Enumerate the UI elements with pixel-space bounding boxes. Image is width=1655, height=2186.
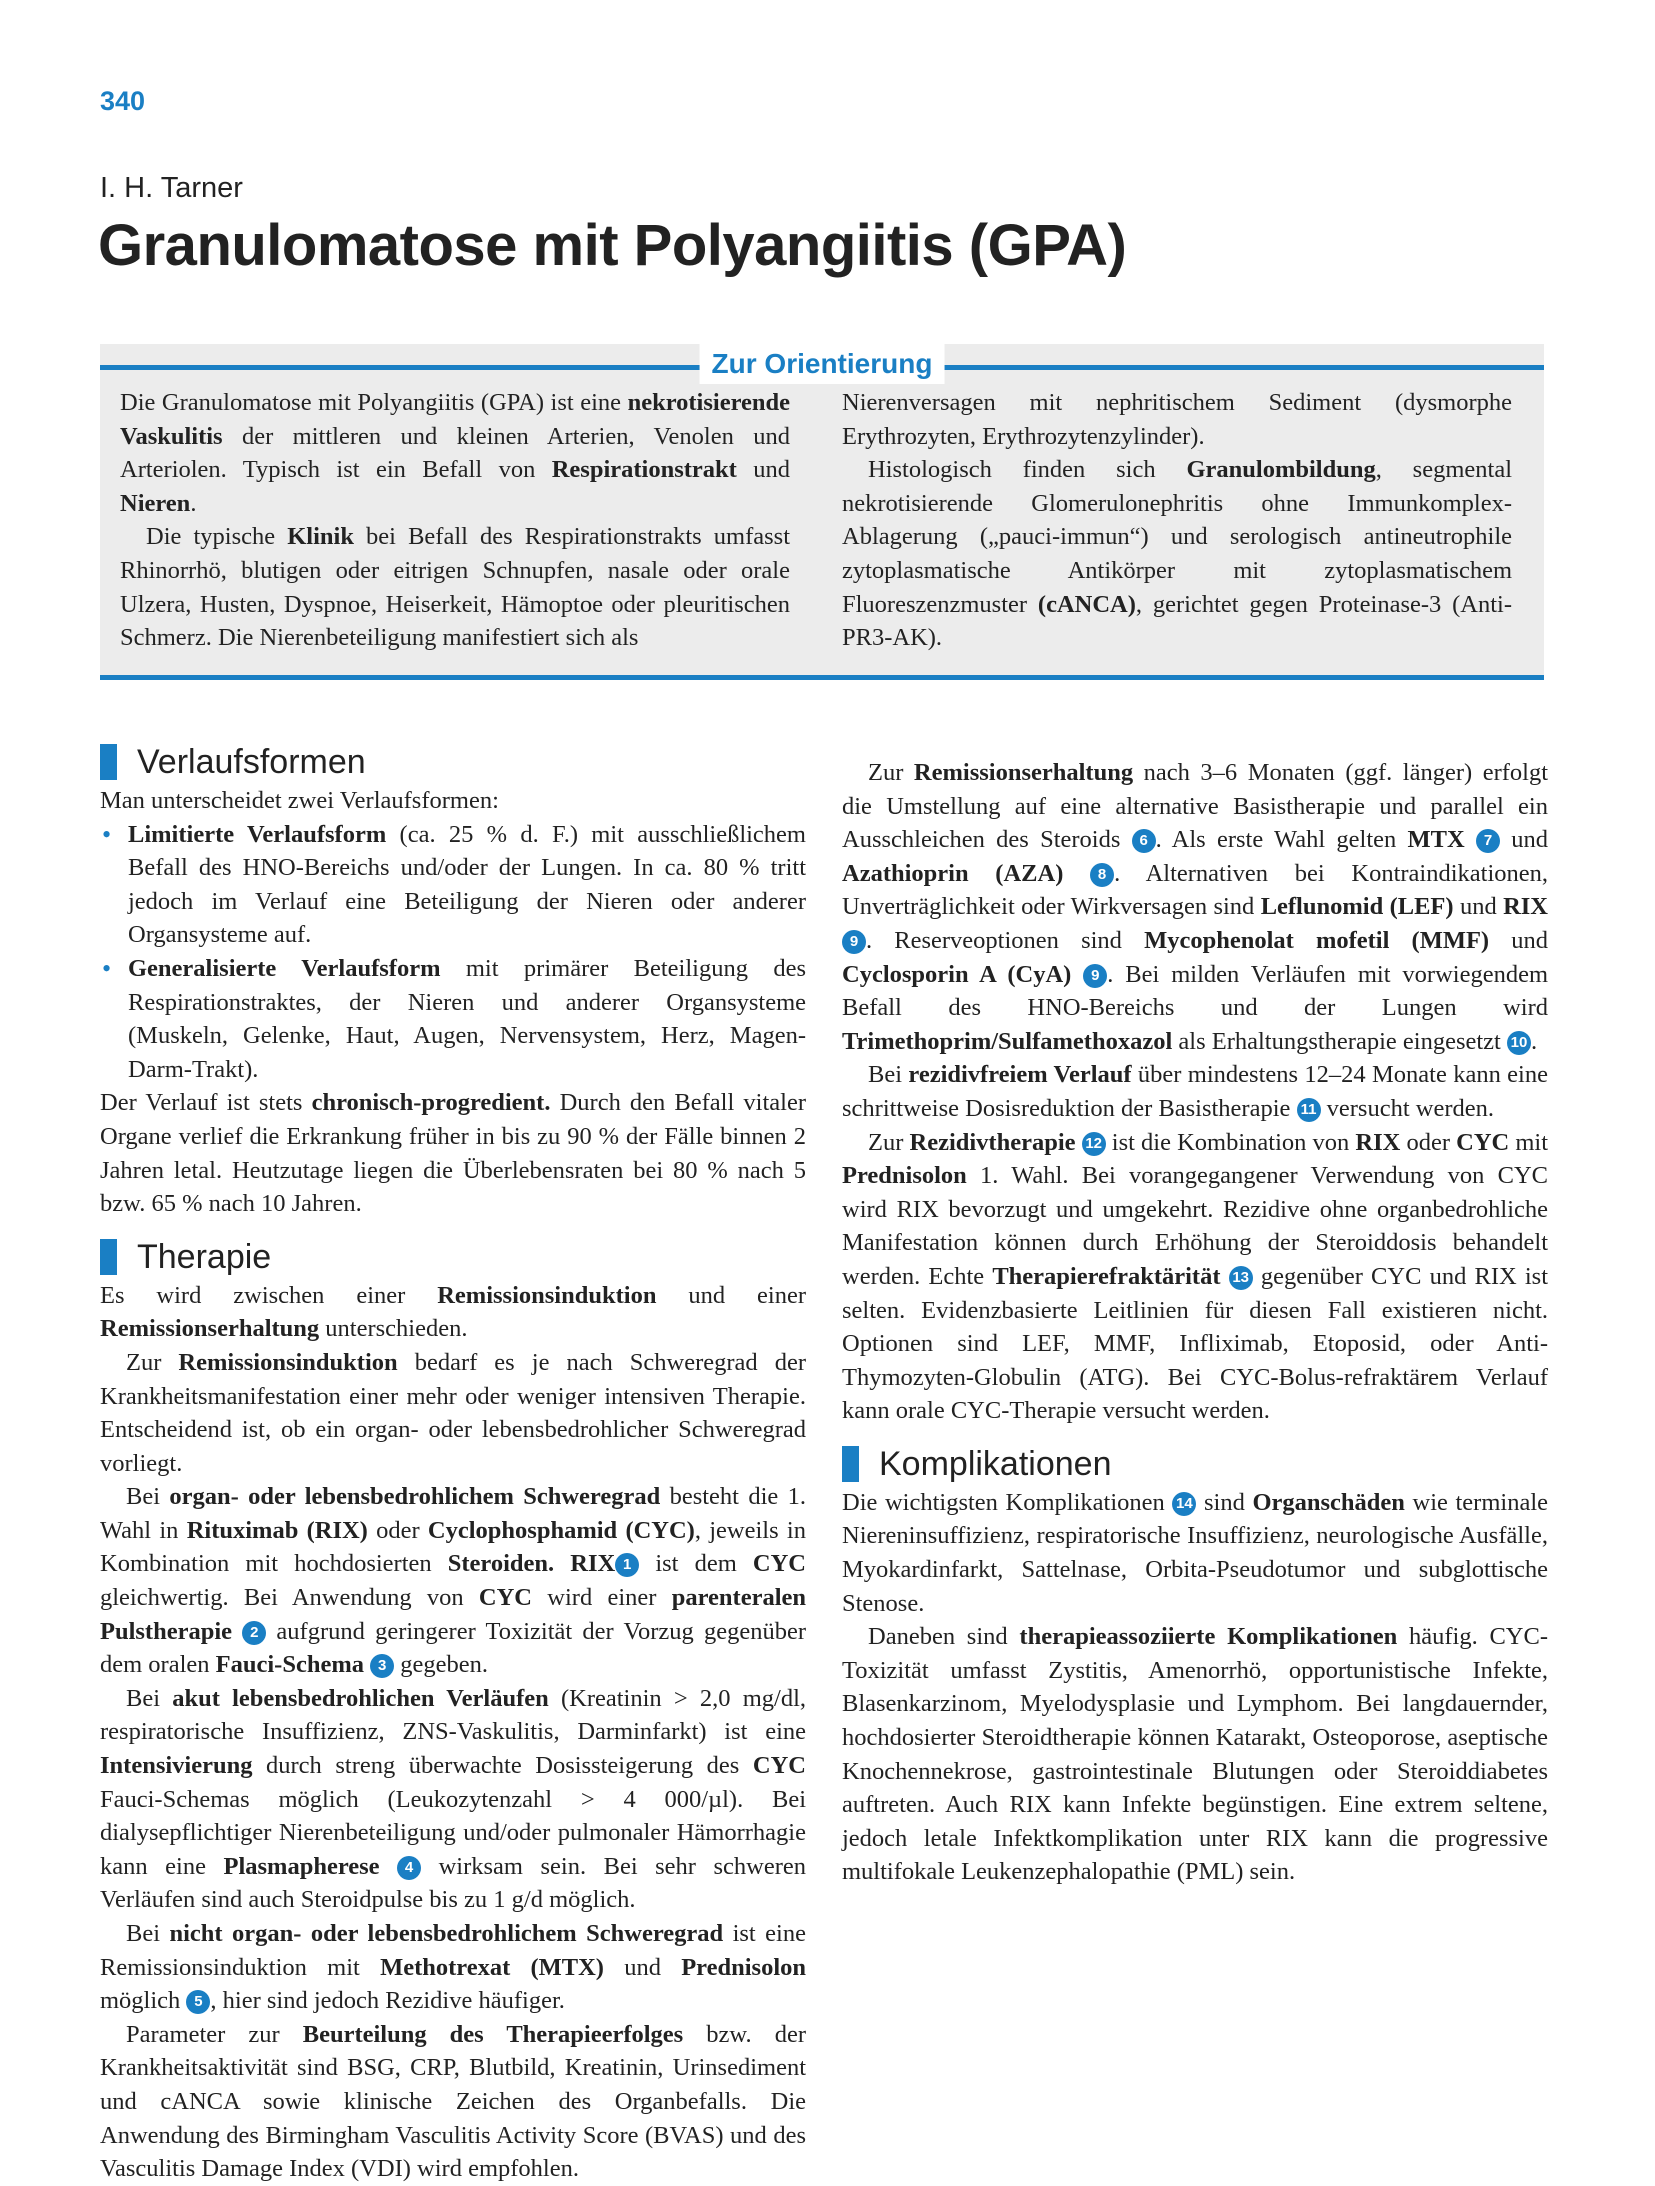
orientation-left-column xyxy=(120,386,790,655)
orientation-paragraph: Die Granulomatose mit Polyangiitis (GPA) ist eine nekrotisierende Vaskulitis der mittleren und kleinen Arterien, Venolen und Arteriolen. Typisch ist ein Befall von Respirationstrakt und Nieren. xyxy=(120,389,791,517)
section-heading-therapie: Therapie xyxy=(100,1235,806,1279)
reference-marker: 11 xyxy=(1297,1098,1321,1122)
orientation-right-column xyxy=(842,386,1512,655)
paragraph: Der Verlauf ist stets chronisch-progredient. Durch den Befall vitaler Organe verlief die Erkrankung früher in bis zu 90 % der Fälle binnen 2 Jahren letal. Heutzutage liegen die Überlebensraten bei 80 % nach 5 bzw. 65 % nach 10 Jahren. xyxy=(100,1089,806,1218)
reference-marker: 9 xyxy=(1083,964,1107,988)
paragraph: Zur Remissionsinduktion bedarf es je nach Schweregrad der Krankheitsmanifestation einer mehr oder weniger intensiven Therapie. Entscheidend ist, ob ein organ- oder lebensbedrohlicher Schweregrad vorliegt. xyxy=(100,1348,806,1477)
paragraph: Parameter zur Beurteilung des Therapieerfolges bzw. der Krankheitsaktivität sind BSG, CRP, Blutbild, Kreatinin, Urinsediment und cANCA sowie klinische Zeichen des Organbefalls. Die Anwendung des Birmingham Vasculitis Activity Score (BVAS) und des Vasculitis Damage Index (VDI) wird empfohlen. xyxy=(100,2020,807,2183)
paragraph: Zur Rezidivtherapie 12 ist die Kombination von RIX oder CYC mit Prednisolon 1. Wahl. Bei vorangegangener Verwendung von CYC wird RIX bevorzugt und umgekehrt. Rezidive ohne organbedrohliche Manifestation können durch Erhöhung der Steroiddosis behandelt werden. Echte Therapierefraktärität 13 gegenüber CYC und RIX ist selten. Evidenzbasierte Leitlinien für diesen Fall existieren nicht. Optionen sind LEF, MMF, Infliximab, Etoposid, oder Anti-Thymozyten-Globulin (ATG). Bei CYC-Bolus-refraktärem Verlauf kann orale CYC-Therapie versucht werden. xyxy=(842,1128,1549,1425)
reference-marker: 14 xyxy=(1172,1492,1196,1516)
paragraph: Bei rezidivfreiem Verlauf über mindestens 12–24 Monate kann eine schrittweise Dosisreduktion der Basistherapie 11 versucht werden. xyxy=(842,1061,1548,1122)
paragraph: Man unterscheidet zwei Verlaufsformen: xyxy=(100,787,499,814)
paragraph: Daneben sind therapieassoziierte Komplikationen häufig. CYC-Toxizität umfasst Zystitis, Amenorrhö, opportunistische Infekte, Blasenkarzinom, Myelodysplasie und Lymphom. Bei langdauernder, hochdosierter Steroidtherapie können Katarakt, Osteoporose, aseptische Knochennekrose, gastrointestinale Blutungen oder Steroiddiabetes auftreten. Auch RIX kann Infekte begünstigen. Eine extrem seltene, jedoch letale Infektkomplikation unter RIX kann die progressive multifokale Leukenzephalopathie (PML) sein. xyxy=(842,1623,1549,1886)
section-heading-komplikationen: Komplikationen xyxy=(842,1442,1548,1486)
reference-marker: 3 xyxy=(370,1654,394,1678)
orientation-box xyxy=(100,344,1544,680)
paragraph: Bei nicht organ- oder lebensbedrohlichem Schweregrad ist eine Remissionsinduktion mit Methotrexat (MTX) und Prednisolon möglich 5 , hier sind jedoch Rezidive häufiger. xyxy=(100,1920,807,2015)
orientation-label: Zur Orientierung xyxy=(700,344,945,384)
reference-marker: 10 xyxy=(1507,1031,1531,1055)
page-title: Granulomatose mit Polyangiitis (GPA) xyxy=(98,213,1127,278)
orientation-paragraph: Nierenversagen mit nephritischem Sediment (dysmorphe Erythrozyten, Erythrozytenzylinder). xyxy=(842,389,1512,450)
reference-marker: 9 xyxy=(842,930,866,954)
reference-marker: 1 xyxy=(615,1553,639,1577)
orientation-paragraph: Die typische Klinik bei Befall des Respirationstrakts umfasst Rhinorrhö, blutigen oder eitrigen Schnupfen, nasale oder orale Ulzera, Husten, Dyspnoe, Heiserkeit, Hämoptoe oder pleuritischen Schmerz. Die Nierenbeteiligung manifestiert sich als xyxy=(120,523,790,652)
list-item: • Limitierte Verlaufsform (ca. 25 % d. F.) mit ausschließlichem Befall des HNO-Bereichs und/oder der Lungen. In ca. 80 % tritt jedoch im Verlauf eine Beteiligung der Nieren oder anderer Organsysteme auf. xyxy=(100,818,806,952)
reference-marker: 2 xyxy=(242,1621,266,1645)
orientation-paragraph: Histologisch finden sich Granulombildung, segmental nekrotisierende Glomerulonephritis ohne Immunkomplex-Ablagerung („pauci-immun“) und serologisch antineutrophile zytoplasmatische Antikörper mit zytoplasmatischem Fluoreszenzmuster (cANCA), gerichtet gegen Proteinase-3 (Anti-PR3-AK). xyxy=(842,456,1513,652)
paragraph: Es wird zwischen einer Remissionsinduktion und einer Remissionserhaltung unterschieden. xyxy=(100,1281,807,1343)
paragraph: Zur Remissionserhaltung nach 3–6 Monaten (ggf. länger) erfolgt die Umstellung auf eine alternative Basistherapie und parallel ein Ausschleichen des Steroids 6 . Als erste Wahl gelten MTX 7 und Azathioprin (AZA) 8 . Alternativen bei Kontraindikationen, Unverträglichkeit oder Wirkversagen sind Leflunomid (LEF) und RIX 9 . Reserveoptionen sind Mycophenolat mofetil (MMF) und Cyclosporin A (CyA) 9 . Bei milden Verläufen mit vorwiegendem Befall des HNO-Bereichs und der Lungen wird Trimethoprim/Sulfamethoxazol als Erhaltungstherapie eingesetzt 10 . xyxy=(842,759,1549,1055)
paragraph: Bei organ- oder lebensbedrohlichem Schweregrad besteht die 1. Wahl in Rituximab (RIX) oder Cyclophosphamid (CYC), jeweils in Kombination mit hochdosierten Steroiden. RIX 1 ist dem CYC gleichwertig. Bei Anwendung von CYC wird einer parenteralen Pulstherapie 2 aufgrund geringerer Toxizität der Vorzug gegenüber dem oralen Fauci-Schema 3 gegeben. xyxy=(100,1483,807,1679)
list-item: • Generalisierte Verlaufsform mit primärer Beteiligung des Respirationstraktes, der Nieren und anderer Organsysteme (Muskeln, Gelenke, Haut, Augen, Nervensystem, Herz, Magen-Darm-Trakt). xyxy=(100,952,806,1086)
paragraph: Bei akut lebensbedrohlichen Verläufen (Kreatinin > 2,0 mg/dl, respiratorische Insuffizienz, ZNS-Vaskulitis, Darminfarkt) ist eine Intensivierung durch streng überwachte Dosissteigerung des CYC Fauci-Schemas möglich (Leukozytenzahl > 4 000/µl). Bei dialysepflichtiger Nierenbeteiligung und/oder pulmonaler Hämorrhagie kann eine Plasmapherese 4 wirksam sein. Bei sehr schweren Verläufen sind auch Steroidpulse bis zu 1 g/d möglich. xyxy=(100,1684,807,1914)
reference-marker: 13 xyxy=(1229,1266,1253,1290)
reference-marker: 7 xyxy=(1476,829,1500,853)
page-number: 340 xyxy=(100,86,146,116)
section-marker xyxy=(100,1239,117,1275)
reference-marker: 4 xyxy=(397,1856,421,1880)
section-heading-verlaufsformen: Verlaufsformen xyxy=(100,740,806,784)
reference-marker: 6 xyxy=(1132,829,1156,853)
reference-marker: 12 xyxy=(1082,1132,1106,1156)
left-column xyxy=(100,740,806,2186)
right-column xyxy=(842,756,1548,1889)
reference-marker: 8 xyxy=(1090,863,1114,887)
reference-marker: 5 xyxy=(186,1990,210,2014)
section-marker xyxy=(100,744,117,780)
bullet-list xyxy=(100,818,806,1087)
author: I. H. Tarner xyxy=(100,172,243,204)
paragraph: Die wichtigsten Komplikationen 14 sind Organschäden wie terminale Niereninsuffizienz, respiratorische Insuffizienz, neurologische Ausfälle, Myokardinfarkt, Sattelnase, Orbita-Pseudotumor und subglottische Stenose. xyxy=(842,1488,1548,1617)
section-marker xyxy=(842,1446,859,1482)
